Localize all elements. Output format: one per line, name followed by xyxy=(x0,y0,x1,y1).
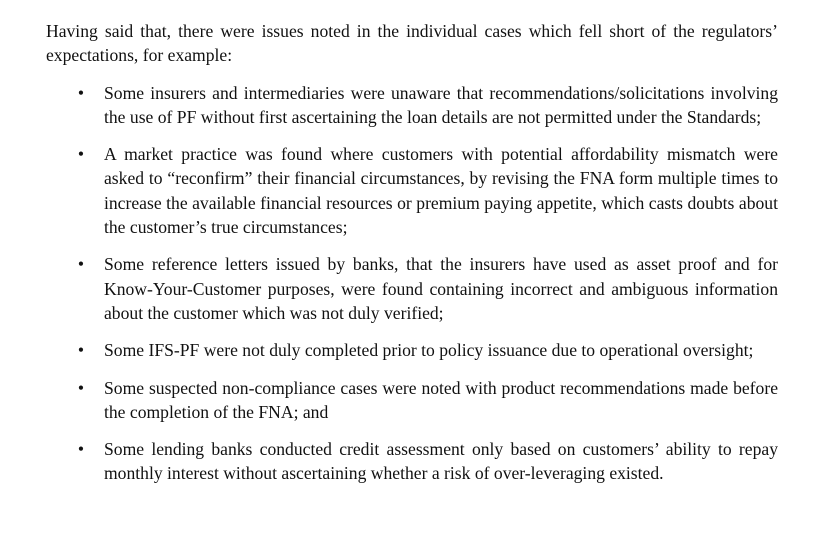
list-item xyxy=(46,338,778,362)
list-item xyxy=(46,376,778,425)
issues-list xyxy=(46,81,778,486)
bullet-icon: • xyxy=(77,82,85,103)
list-item-text: A market practice was found where customers with potential affordability mismatch were asked to “reconfirm” their financial circumstances, by revising the FNA form multiple times to increase the available financial resources or premium paying appetite, which casts doubts about the customer’s true circumstances; xyxy=(104,144,778,238)
bullet-icon: • xyxy=(77,340,85,361)
list-item xyxy=(46,142,778,239)
intro-paragraph: Having said that, there were issues noted in the individual cases which fell short of the regulators’ expectations, for example: xyxy=(46,21,778,66)
list-item xyxy=(46,81,778,130)
list-item-text: Some lending banks conducted credit assessment only based on customers’ ability to repay monthly interest without ascertaining whether a risk of over-leveraging existed. xyxy=(104,439,778,484)
document-page xyxy=(46,19,778,486)
list-item-text: Some IFS-PF were not duly completed prior to policy issuance due to operational oversight; xyxy=(104,340,754,361)
bullet-icon: • xyxy=(77,254,85,275)
bullet-icon: • xyxy=(77,377,85,398)
list-item xyxy=(46,252,778,325)
list-item xyxy=(46,437,778,486)
list-item-text: Some reference letters issued by banks, that the insurers have used as asset proof and for Know-Your-Customer purposes, were found containing incorrect and ambiguous information about the customer which was not duly verified; xyxy=(104,254,778,323)
bullet-icon: • xyxy=(77,439,85,460)
bullet-icon: • xyxy=(77,144,85,165)
list-item-text: Some insurers and intermediaries were unaware that recommendations/solicitations involving the use of PF without first ascertaining the loan details are not permitted under the Standards; xyxy=(104,82,778,127)
list-item-text: Some suspected non-compliance cases were noted with product recommendations made before the completion of the FNA; and xyxy=(104,377,778,422)
